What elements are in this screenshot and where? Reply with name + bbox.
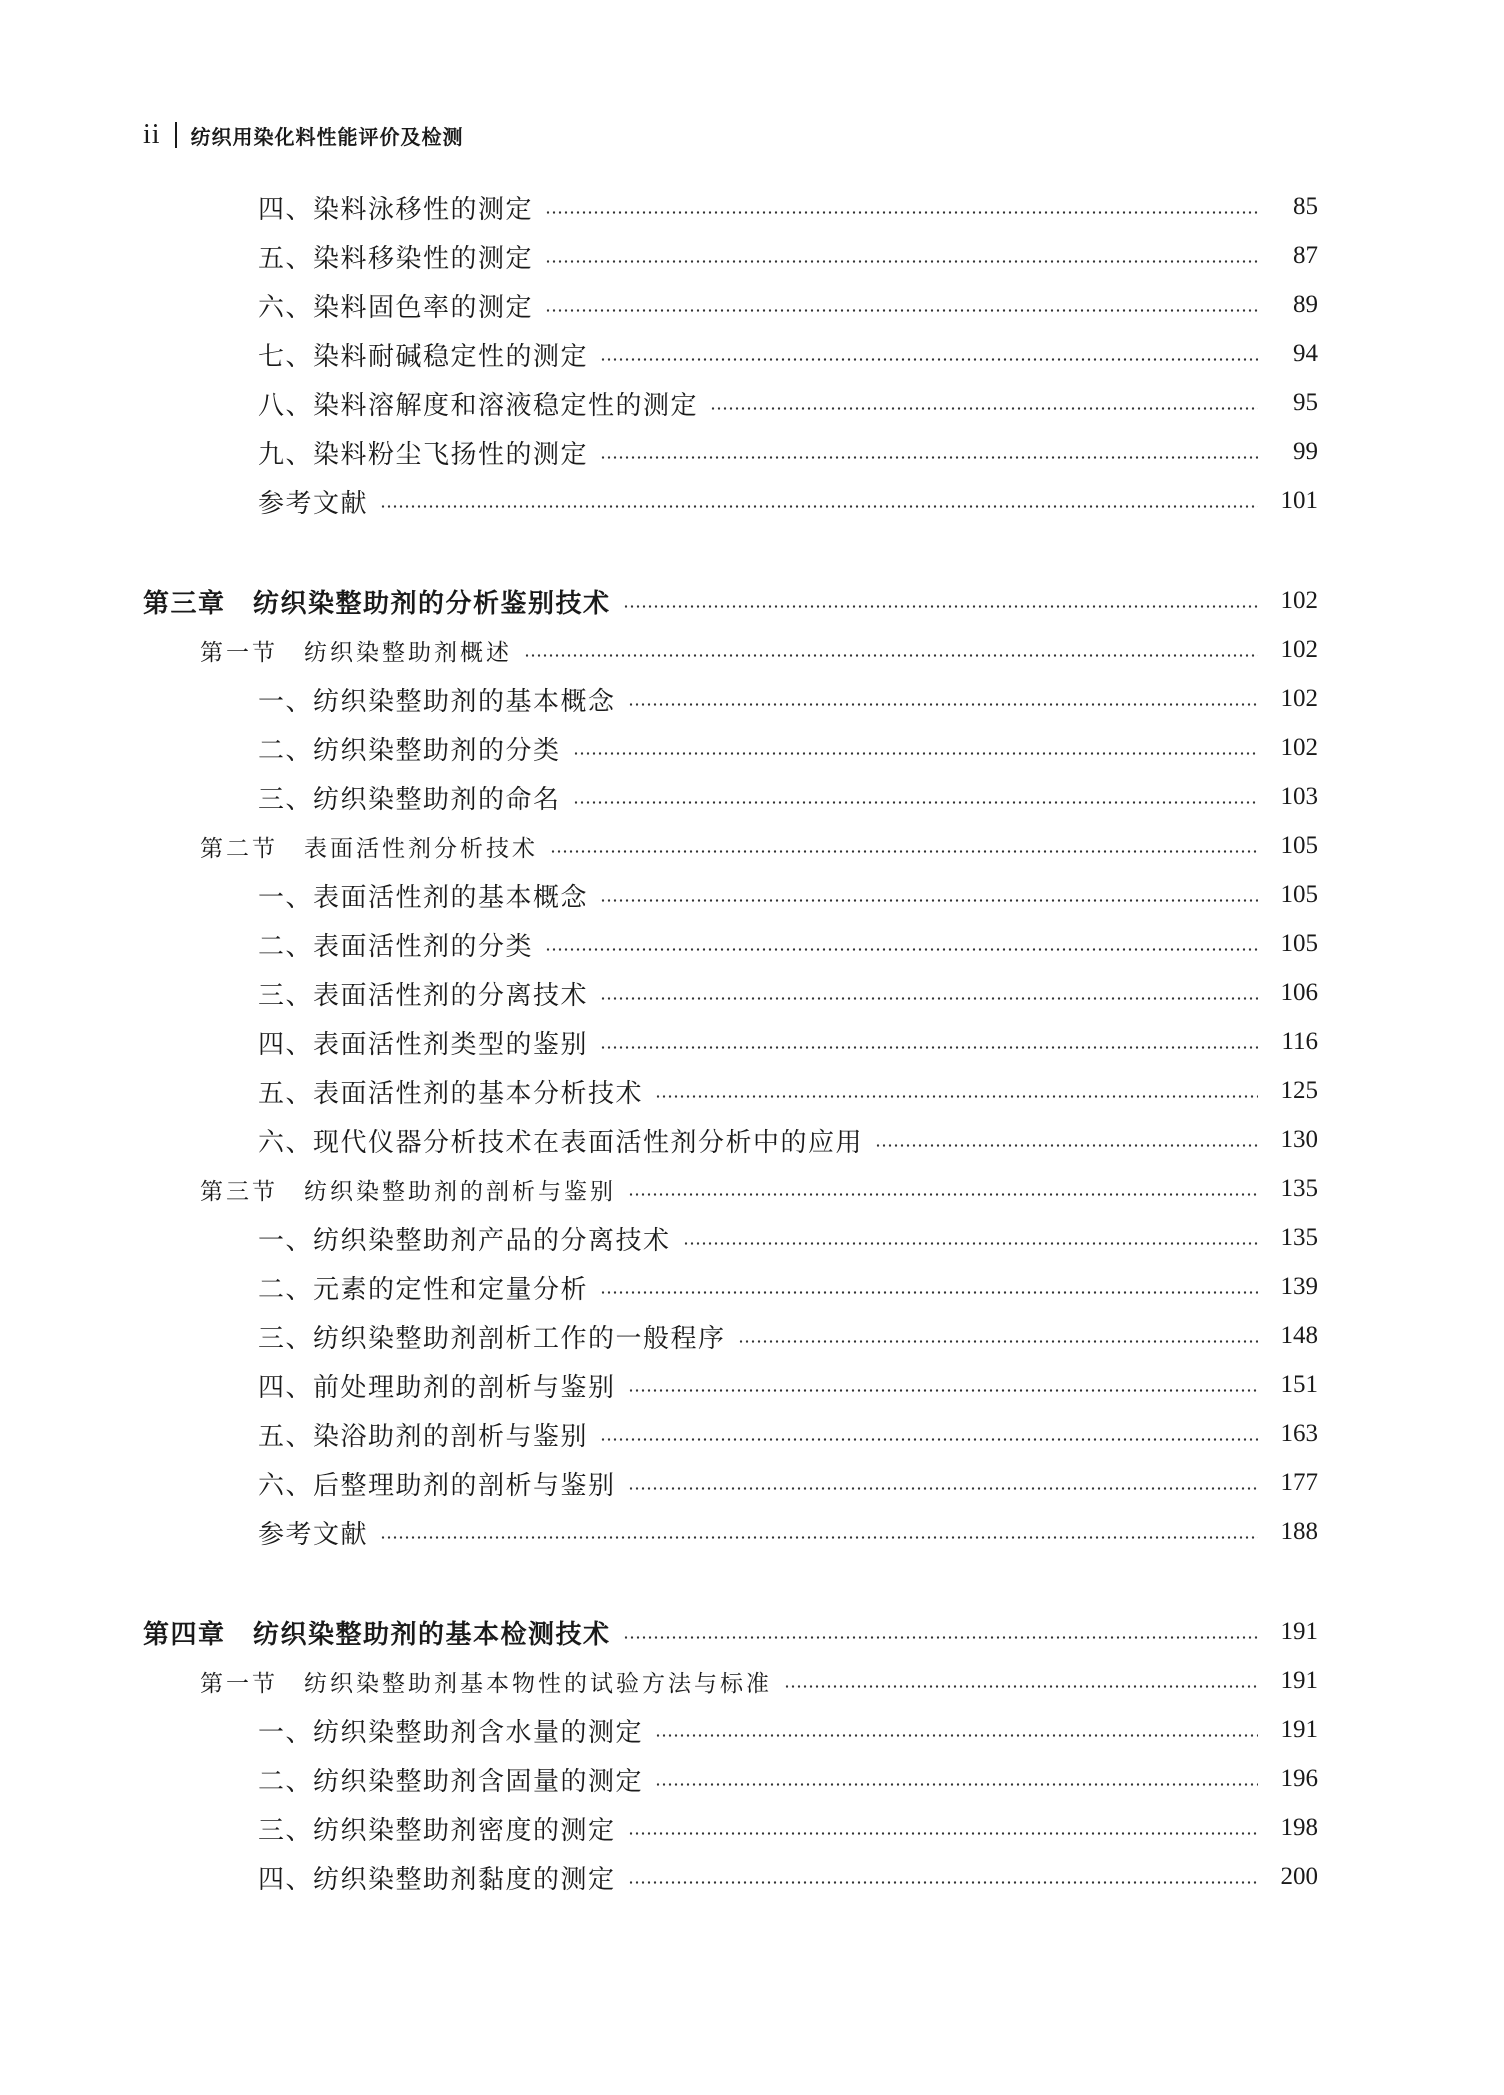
toc-entry-page: 102 bbox=[1280, 636, 1318, 663]
toc-entry-page: 163 bbox=[1280, 1420, 1318, 1447]
dot-leader bbox=[683, 1242, 1258, 1245]
toc-entry-page: 89 bbox=[1293, 291, 1318, 318]
toc-entry-title: 六、染料固色率的测定 bbox=[258, 292, 534, 323]
toc-entry-page: 116 bbox=[1281, 1028, 1318, 1055]
toc-entry-page: 103 bbox=[1280, 783, 1318, 810]
toc-section-row[interactable] bbox=[200, 630, 1318, 670]
toc-entry-title: 第三章 纺织染整助剂的分析鉴别技术 bbox=[143, 588, 611, 619]
toc-chapter-row[interactable] bbox=[143, 581, 1318, 621]
dot-leader bbox=[545, 948, 1258, 951]
toc-entry-title: 五、染料移染性的测定 bbox=[258, 243, 534, 274]
toc-entry-title: 八、染料溶解度和溶液稳定性的测定 bbox=[258, 390, 699, 421]
dot-leader bbox=[600, 358, 1258, 361]
toc-item-row[interactable] bbox=[258, 187, 1318, 227]
toc-entry-title: 二、元素的定性和定量分析 bbox=[258, 1274, 589, 1305]
toc-item-row[interactable] bbox=[258, 1071, 1318, 1111]
toc-entry-title: 六、后整理助剂的剖析与鉴别 bbox=[258, 1470, 616, 1501]
toc-entry-page: 87 bbox=[1293, 242, 1318, 269]
toc-entry-page: 200 bbox=[1280, 1863, 1318, 1890]
toc-entry-page: 148 bbox=[1280, 1322, 1318, 1349]
toc-item-row[interactable] bbox=[258, 924, 1318, 964]
toc-entry-page: 105 bbox=[1280, 930, 1318, 957]
toc-entry-title: 二、纺织染整助剂的分类 bbox=[258, 735, 561, 766]
dot-leader bbox=[545, 211, 1258, 214]
toc-section-row[interactable] bbox=[200, 826, 1318, 866]
toc-entry-page: 191 bbox=[1280, 1618, 1318, 1645]
toc-entry-page: 135 bbox=[1280, 1175, 1318, 1202]
toc-item-row[interactable] bbox=[258, 1857, 1318, 1897]
toc-item-row[interactable] bbox=[258, 1120, 1318, 1160]
toc-item-row[interactable] bbox=[258, 1267, 1318, 1307]
toc-item-row[interactable] bbox=[258, 1414, 1318, 1454]
toc-entry-page: 188 bbox=[1280, 1518, 1318, 1545]
dot-leader bbox=[600, 456, 1258, 459]
toc-entry-title: 四、前处理助剂的剖析与鉴别 bbox=[258, 1372, 616, 1403]
dot-leader bbox=[550, 850, 1258, 853]
toc-entry-page: 191 bbox=[1280, 1667, 1318, 1694]
dot-leader bbox=[628, 1389, 1258, 1392]
toc-item-row[interactable] bbox=[258, 481, 1318, 521]
toc-entry-page: 94 bbox=[1293, 340, 1318, 367]
toc-entry-title: 五、表面活性剂的基本分析技术 bbox=[258, 1078, 644, 1109]
toc-item-row[interactable] bbox=[258, 1316, 1318, 1356]
toc-item-row[interactable] bbox=[258, 236, 1318, 276]
toc-item-row[interactable] bbox=[258, 728, 1318, 768]
toc-entry-page: 102 bbox=[1280, 685, 1318, 712]
toc-entry-title: 四、表面活性剂类型的鉴别 bbox=[258, 1029, 589, 1060]
toc-entry-title: 三、纺织染整助剂的命名 bbox=[258, 784, 561, 815]
dot-leader bbox=[600, 1438, 1258, 1441]
toc-entry-page: 191 bbox=[1280, 1716, 1318, 1743]
dot-leader bbox=[600, 997, 1258, 1000]
toc-entry-title: 一、表面活性剂的基本概念 bbox=[258, 882, 589, 913]
toc-entry-page: 130 bbox=[1280, 1126, 1318, 1153]
dot-leader bbox=[628, 1881, 1258, 1884]
toc-entry-page: 102 bbox=[1280, 734, 1318, 761]
dot-leader bbox=[628, 703, 1258, 706]
toc-entry-title: 第三节 纺织染整助剂的剖析与鉴别 bbox=[200, 1178, 616, 1205]
toc-entry-title: 三、表面活性剂的分离技术 bbox=[258, 980, 589, 1011]
toc-item-row[interactable] bbox=[258, 285, 1318, 325]
dot-leader bbox=[545, 309, 1258, 312]
toc-entry-page: 95 bbox=[1293, 389, 1318, 416]
dot-leader bbox=[784, 1685, 1258, 1688]
toc-entry-title: 七、染料耐碱稳定性的测定 bbox=[258, 341, 589, 372]
toc-entry-title: 二、表面活性剂的分类 bbox=[258, 931, 534, 962]
dot-leader bbox=[545, 260, 1258, 263]
dot-leader bbox=[573, 801, 1258, 804]
toc-entry-page: 99 bbox=[1293, 438, 1318, 465]
dot-leader bbox=[655, 1783, 1258, 1786]
dot-leader bbox=[710, 407, 1258, 410]
dot-leader bbox=[628, 1193, 1258, 1196]
toc-item-row[interactable] bbox=[258, 1365, 1318, 1405]
dot-leader bbox=[380, 505, 1258, 508]
toc-item-row[interactable] bbox=[258, 1512, 1318, 1552]
toc-item-row[interactable] bbox=[258, 1808, 1318, 1848]
book-title: 纺织用染化料性能评价及检测 bbox=[190, 124, 464, 149]
toc-entry-title: 第一节 纺织染整助剂概述 bbox=[200, 639, 512, 666]
toc-entry-page: 125 bbox=[1280, 1077, 1318, 1104]
toc-entry-page: 102 bbox=[1280, 587, 1318, 614]
toc-entry-page: 106 bbox=[1280, 979, 1318, 1006]
toc-entry-title: 三、纺织染整助剂密度的测定 bbox=[258, 1815, 616, 1846]
toc-entry-page: 105 bbox=[1280, 881, 1318, 908]
toc-item-row[interactable] bbox=[258, 383, 1318, 423]
dot-leader bbox=[524, 654, 1258, 657]
toc-item-row[interactable] bbox=[258, 973, 1318, 1013]
toc-entry-title: 六、现代仪器分析技术在表面活性剂分析中的应用 bbox=[258, 1127, 864, 1158]
toc-item-row[interactable] bbox=[258, 334, 1318, 374]
dot-leader bbox=[655, 1734, 1258, 1737]
toc-entry-title: 第四章 纺织染整助剂的基本检测技术 bbox=[143, 1619, 611, 1650]
toc-chapter-row[interactable] bbox=[143, 1612, 1318, 1652]
toc-section-row[interactable] bbox=[200, 1661, 1318, 1701]
toc-item-row[interactable] bbox=[258, 1218, 1318, 1258]
toc-item-row[interactable] bbox=[258, 1710, 1318, 1750]
toc-entry-page: 177 bbox=[1280, 1469, 1318, 1496]
toc-item-row[interactable] bbox=[258, 1022, 1318, 1062]
toc-item-row[interactable] bbox=[258, 1463, 1318, 1503]
toc-item-row[interactable] bbox=[258, 432, 1318, 472]
toc-section-row[interactable] bbox=[200, 1169, 1318, 1209]
toc-item-row[interactable] bbox=[258, 777, 1318, 817]
toc-entry-title: 四、纺织染整助剂黏度的测定 bbox=[258, 1864, 616, 1895]
dot-leader bbox=[600, 899, 1258, 902]
dot-leader bbox=[380, 1536, 1258, 1539]
dot-leader bbox=[600, 1291, 1258, 1294]
dot-leader bbox=[623, 1636, 1258, 1639]
dot-leader bbox=[628, 1487, 1258, 1490]
toc-entry-title: 一、纺织染整助剂产品的分离技术 bbox=[258, 1225, 671, 1256]
toc-entry-title: 五、染浴助剂的剖析与鉴别 bbox=[258, 1421, 589, 1452]
toc-entry-title: 三、纺织染整助剂剖析工作的一般程序 bbox=[258, 1323, 726, 1354]
toc-entry-title: 第二节 表面活性剂分析技术 bbox=[200, 835, 538, 862]
toc-entry-title: 九、染料粉尘飞扬性的测定 bbox=[258, 439, 589, 470]
toc-entry-page: 101 bbox=[1280, 487, 1318, 514]
toc-entry-title: 参考文献 bbox=[258, 1519, 369, 1550]
toc-entry-page: 135 bbox=[1280, 1224, 1318, 1251]
toc-entry-title: 参考文献 bbox=[258, 488, 369, 519]
toc-entry-page: 85 bbox=[1293, 193, 1318, 220]
toc-entry-title: 第一节 纺织染整助剂基本物性的试验方法与标准 bbox=[200, 1670, 772, 1697]
toc-entry-page: 139 bbox=[1280, 1273, 1318, 1300]
toc-entry-title: 四、染料泳移性的测定 bbox=[258, 194, 534, 225]
toc-entry-title: 二、纺织染整助剂含固量的测定 bbox=[258, 1766, 644, 1797]
toc-entry-page: 151 bbox=[1280, 1371, 1318, 1398]
dot-leader bbox=[875, 1144, 1258, 1147]
toc-item-row[interactable] bbox=[258, 1759, 1318, 1799]
toc-entry-title: 一、纺织染整助剂的基本概念 bbox=[258, 686, 616, 717]
dot-leader bbox=[628, 1832, 1258, 1835]
dot-leader bbox=[738, 1340, 1258, 1343]
dot-leader bbox=[600, 1046, 1258, 1049]
toc-entry-page: 105 bbox=[1280, 832, 1318, 859]
dot-leader bbox=[573, 752, 1258, 755]
toc-entry-title: 一、纺织染整助剂含水量的测定 bbox=[258, 1717, 644, 1748]
toc-item-row[interactable] bbox=[258, 875, 1318, 915]
toc-entry-page: 196 bbox=[1280, 1765, 1318, 1792]
toc-item-row[interactable] bbox=[258, 679, 1318, 719]
dot-leader bbox=[655, 1095, 1258, 1098]
page-number: ii bbox=[143, 119, 161, 150]
dot-leader bbox=[623, 605, 1258, 608]
toc-entry-page: 198 bbox=[1280, 1814, 1318, 1841]
